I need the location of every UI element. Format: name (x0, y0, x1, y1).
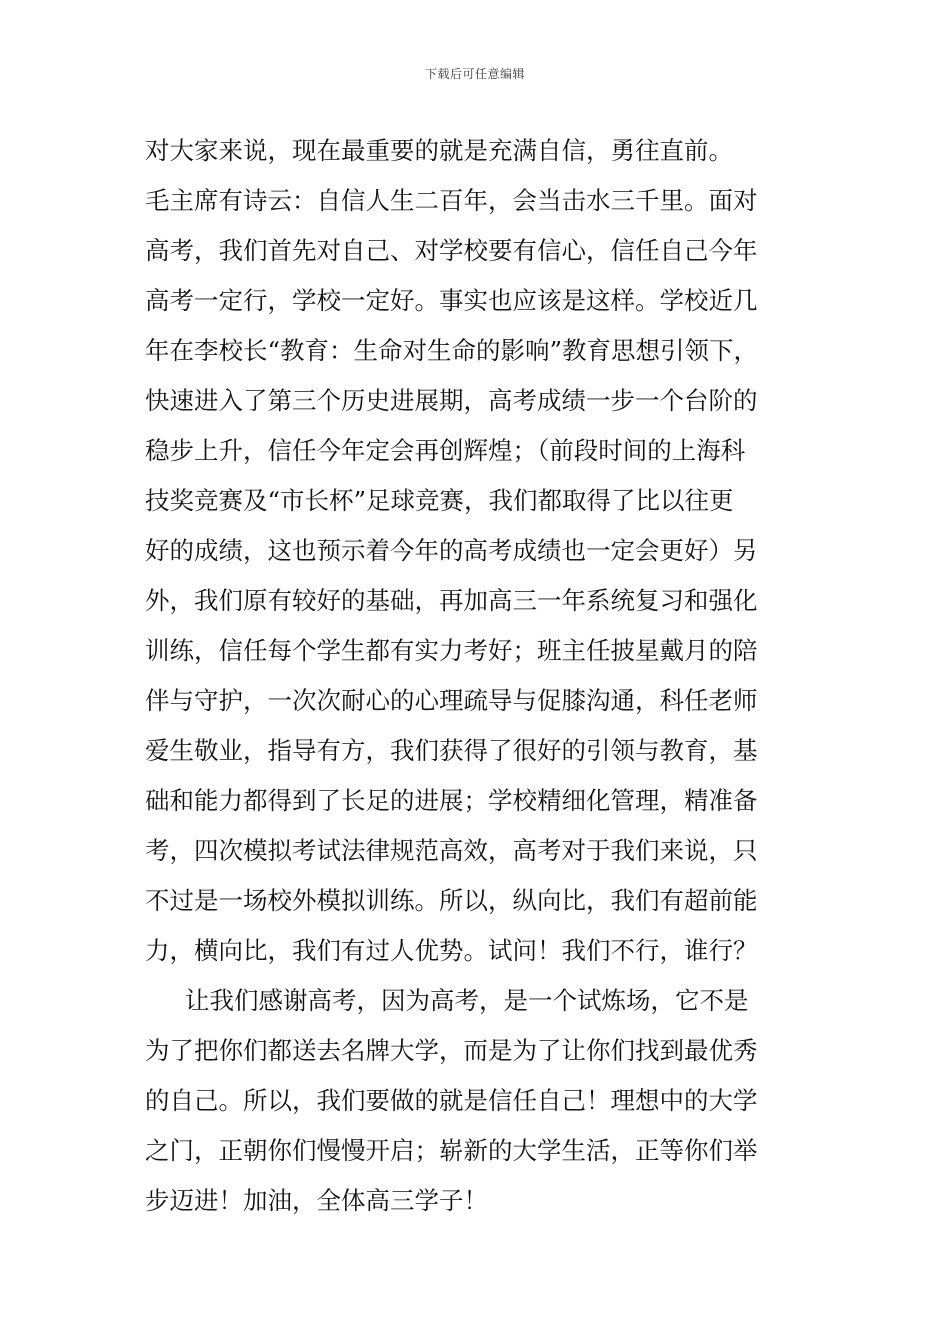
text-line: 力，横向比，我们有过人优势。试问！我们不行，谁行？ (145, 936, 758, 965)
text-line: 外，我们原有较好的基础，再加高三一年系统复习和强化 (145, 586, 758, 615)
text-line: 好的成绩，这也预示着今年的高考成绩也一定会更好）另 (145, 536, 758, 565)
text-line: 的自己。所以，我们要做的就是信任自己！理想中的大学 (145, 1086, 758, 1115)
text-line: 快速进入了第三个历史进展期，高考成绩一步一个台阶的 (145, 386, 758, 415)
text-line: 伴与守护，一次次耐心的心理疏导与促膝沟通，科任老师 (145, 686, 758, 715)
text-line: 毛主席有诗云：自信人生二百年，会当击水三千里。面对 (145, 186, 758, 215)
text-line: 不过是一场校外模拟训练。所以，纵向比，我们有超前能 (145, 886, 758, 915)
text-line: 对大家来说，现在最重要的就是充满自信，勇往直前。 (145, 136, 733, 165)
text-line: 考，四次模拟考试法律规范高效，高考对于我们来说，只 (145, 836, 758, 865)
page-header-note: 下载后可任意编辑 (424, 67, 525, 81)
text-line: 技奖竞赛及“市长杯”足球竞赛，我们都取得了比以往更 (145, 486, 734, 515)
text-line: 为了把你们都送去名牌大学，而是为了让你们找到最优秀 (145, 1036, 758, 1065)
text-line: 训练，信任每个学生都有实力考好；班主任披星戴月的陪 (145, 636, 758, 665)
document-body (145, 126, 805, 1226)
text-line: 年在李校长“教育：生命对生命的影响”教育思想引领下， (145, 336, 759, 365)
text-line: 爱生敬业，指导有方，我们获得了很好的引领与教育，基 (145, 736, 758, 765)
text-line: 高考一定行，学校一定好。事实也应该是这样。学校近几 (145, 286, 758, 315)
text-line: 础和能力都得到了长足的进展；学校精细化管理，精准备 (145, 786, 758, 815)
text-line: 之门，正朝你们慢慢开启；崭新的大学生活，正等你们举 (145, 1136, 758, 1165)
text-line: 高考，我们首先对自己、对学校要有信心，信任自己今年 (145, 236, 758, 265)
text-line: 步迈进！加油，全体高三学子！ (145, 1186, 488, 1215)
text-line: 让我们感谢高考，因为高考，是一个试炼场，它不是 (185, 986, 749, 1015)
text-line: 稳步上升，信任今年定会再创辉煌；（前段时间的上海科 (145, 436, 746, 465)
